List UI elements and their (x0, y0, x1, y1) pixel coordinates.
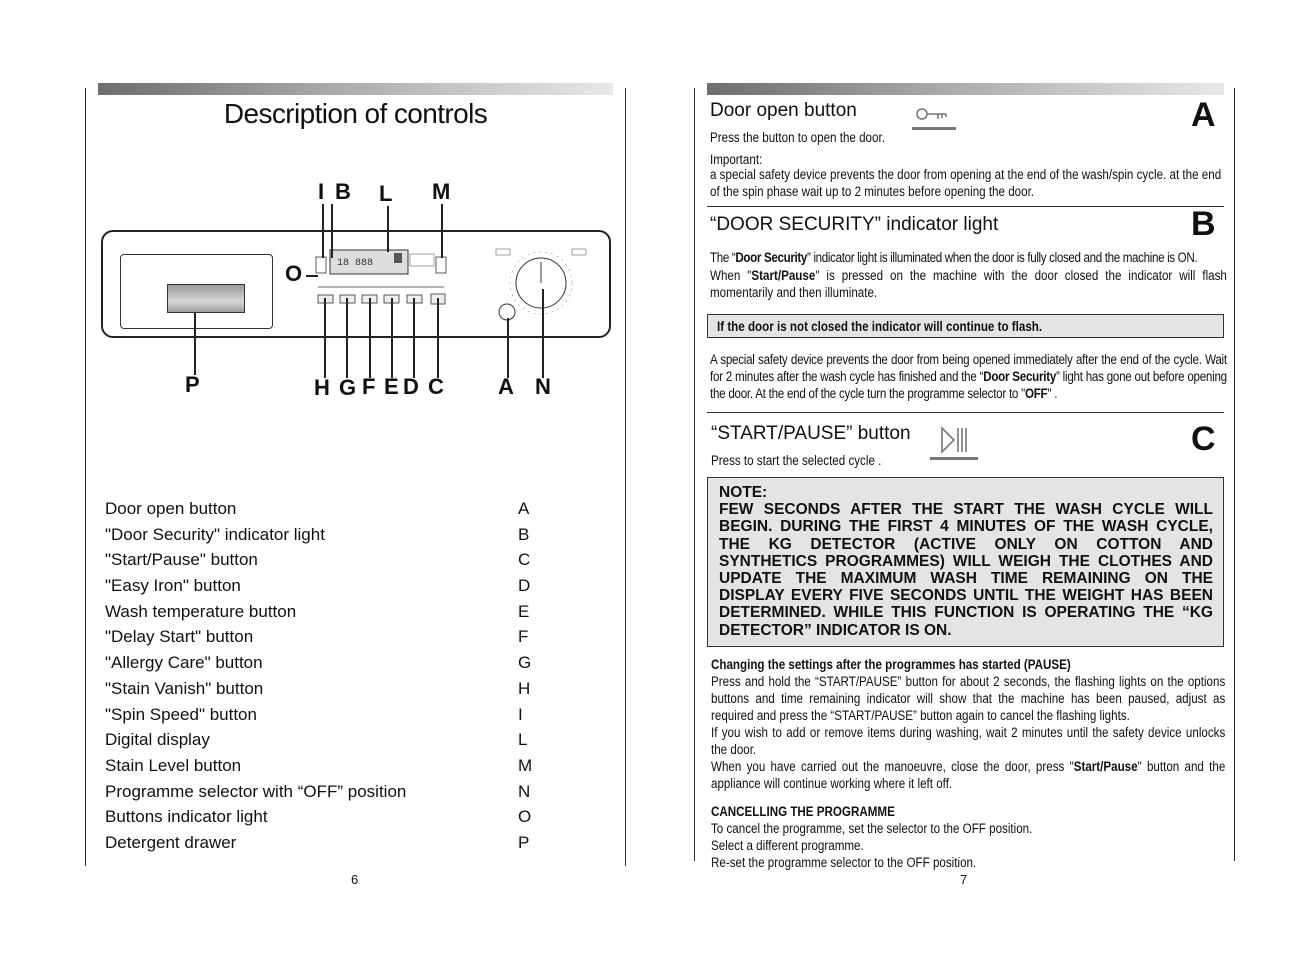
drawer-handle (167, 284, 245, 313)
right-header-bar (707, 83, 1224, 95)
panel-logo-right (572, 249, 586, 255)
control-name: "Allergy Care" button (105, 653, 263, 673)
control-name: Buttons indicator light (105, 807, 268, 827)
section-a-letter: A (1191, 96, 1216, 134)
pause-paragraph-2: If you wish to add or remove items during washing, wait 2 minutes until the safety device unlocks the door. (711, 725, 1226, 757)
text-run: When " (710, 268, 752, 283)
control-letter: B (518, 524, 530, 544)
divider-bc (707, 412, 1224, 413)
list-item (105, 650, 535, 676)
list-item (105, 599, 535, 625)
page-title: Description of controls (223, 98, 488, 129)
control-letter: I (518, 704, 523, 724)
panel-detail (310, 240, 610, 335)
text-run: ” indicator light is illuminated when the door is fully closed and the machine is ON. (807, 250, 1198, 265)
control-letter: P (518, 832, 530, 852)
note-body: FEW SECONDS AFTER THE START THE WASH CYCLE WILL BEGIN. DURING THE FIRST 4 MINUTES OF THE WASH CYCLE, THE KG DETECTOR (ACTIVE ONLY ON COTTON AND SYNTHETICS PROGRAMMES) WILL WEIGH THE CLOTHES AND UPDATE THE MAXIMUM WASH TIME REMAINING ON THE DISPLAY EVERY FIVE SECONDS UNTIL THE WEIGHT HAS BEEN DETERMINED. WHILE THIS FUNCTION IS OPERATING THE “KG DETECTOR” INDICATOR IS ON. (719, 501, 1213, 639)
label-g: G (339, 375, 357, 400)
left-page-left-rule (85, 88, 86, 866)
control-name: Digital display (105, 730, 210, 750)
section-b-heading: “DOOR SECURITY” indicator light (710, 214, 999, 235)
cancel-line-2: Select a different programme. (711, 838, 864, 853)
section-b-paragraph-2 (710, 267, 1227, 301)
label-i: I (318, 179, 325, 204)
text-run: When you have carried out the manoeuvre, close the door, press " (711, 759, 1074, 774)
list-item (105, 522, 535, 548)
section-a-heading: Door open button (710, 100, 857, 121)
section-c-letter: C (1191, 420, 1216, 458)
label-h: H (314, 375, 330, 400)
control-name: "Door Security" indicator light (105, 524, 325, 544)
label-c: C (428, 374, 444, 399)
control-letter: G (518, 653, 532, 673)
leader-o (306, 275, 318, 277)
label-b: B (335, 179, 351, 204)
text-run: " is pressed on the machine with the door closed the indicator will flash momentarily and then illuminate. (710, 268, 1227, 300)
leader-a (507, 318, 509, 378)
control-name: "Stain Vanish" button (105, 678, 264, 698)
cancel-line-3: Re-set the programme selector to the OFF position. (711, 855, 977, 870)
section-a-important: Important: (710, 152, 763, 167)
leader-p (194, 313, 196, 375)
control-letter: H (518, 678, 531, 698)
control-letter: L (518, 730, 528, 750)
pause-section (711, 656, 1225, 792)
control-name: Door open button (105, 499, 237, 518)
cancel-line-1: To cancel the programme, set the selector to the OFF position. (711, 821, 1033, 836)
text-run-bold: Start/Pause (1073, 759, 1138, 774)
display-segment (394, 253, 402, 263)
leader-b (331, 204, 333, 258)
list-item (105, 830, 535, 856)
list-item (105, 727, 535, 753)
panel-logo-left (496, 249, 510, 255)
left-header-bar (98, 83, 613, 95)
text-run: ” light has gone out before opening the door. At the end of the cycle turn the programme selector to " (710, 369, 1227, 401)
controls-list (105, 496, 535, 856)
note-title: NOTE: (719, 484, 768, 501)
text-run: The “ (710, 250, 736, 265)
label-l: L (379, 181, 393, 206)
leader-h (324, 298, 326, 378)
control-letter: C (518, 550, 531, 570)
label-m: M (432, 179, 451, 204)
left-page-right-rule (625, 88, 626, 866)
label-e: E (384, 374, 399, 399)
list-item (105, 676, 535, 702)
door-warning-text: If the door is not closed the indicator will continue to flash. (717, 319, 1043, 334)
leader-n (542, 289, 544, 378)
key-icon (912, 103, 956, 131)
text-run-bold: Start/Pause (751, 268, 816, 283)
control-letter: F (518, 627, 529, 647)
page-number-right: 7 (960, 872, 968, 887)
leader-i (322, 204, 324, 258)
option-button-2 (340, 295, 355, 303)
control-name: "Easy Iron" button (105, 576, 241, 596)
list-item (105, 753, 535, 779)
label-f: F (362, 374, 376, 399)
list-item (105, 624, 535, 650)
label-n: N (535, 374, 551, 399)
option-button-1 (318, 295, 333, 303)
text-run-bold: Door Security (735, 250, 808, 265)
display-digits: 18 888 (337, 258, 374, 269)
section-c-text: Press to start the selected cycle . (711, 453, 882, 468)
pause-paragraph-3 (711, 758, 1225, 792)
spin-speed-button (316, 257, 326, 273)
control-name: Programme selector with “OFF” position (105, 781, 407, 801)
label-p: P (185, 372, 200, 397)
play-pause-icon (930, 424, 978, 462)
section-a-warning: a special safety device prevents the door from opening at the end of the wash/spin cycle. at the end of the spin phase wait up to 2 minutes before opening the door. (710, 167, 1222, 199)
section-b-letter: B (1191, 205, 1216, 243)
cancel-section (711, 803, 1225, 871)
leader-l (387, 206, 389, 252)
section-b-paragraph-3 (710, 351, 1227, 402)
pause-heading: Changing the settings after the programmes has started (PAUSE) (711, 657, 1071, 672)
control-name: Stain Level button (105, 755, 242, 775)
section-c-heading: “START/PAUSE” button (711, 423, 911, 444)
list-item (105, 804, 535, 830)
right-page-right-rule (1234, 88, 1235, 861)
page-number-left: 6 (351, 872, 359, 887)
label-a: A (498, 374, 514, 399)
label-o: O (285, 261, 303, 286)
text-run-bold: OFF (1024, 386, 1048, 401)
label-d: D (403, 374, 419, 399)
text-run: " button and the appliance will continue working where it left off. (711, 759, 1226, 791)
control-letter: O (518, 807, 532, 827)
control-letter: E (518, 601, 530, 621)
list-item (105, 573, 535, 599)
option-button-5 (407, 295, 422, 303)
display-icons (410, 254, 434, 266)
pause-paragraph-1: Press and hold the “START/PAUSE” button for about 2 seconds, the flashing lights on the options buttons and time remaining indicator will show that the machine has been paused, adjust as required and press the “START/PAUSE” button again to cancel the flashing lights. (711, 674, 1226, 723)
leader-e (391, 298, 393, 378)
note-content (719, 484, 1213, 639)
leader-m (441, 204, 443, 258)
text-run-bold: Door Security (983, 369, 1057, 384)
cancel-heading: CANCELLING THE PROGRAMME (711, 804, 895, 819)
list-item (105, 779, 535, 805)
leader-g (346, 298, 348, 378)
control-name: "Delay Start" button (105, 627, 254, 647)
control-name: "Spin Speed" button (105, 704, 257, 724)
leader-d (413, 298, 415, 378)
control-name: "Start/Pause" button (105, 550, 258, 570)
section-a-text: Press the button to open the door. (710, 130, 885, 145)
list-item (105, 496, 535, 522)
control-letter: M (518, 755, 533, 775)
divider-ab (707, 206, 1224, 207)
stain-level-button (436, 257, 446, 273)
right-page-left-rule (694, 88, 695, 861)
control-name: Wash temperature button (105, 601, 297, 621)
control-letter: N (518, 781, 531, 801)
list-item (105, 547, 535, 573)
control-letter: D (518, 576, 531, 596)
control-name: Detergent drawer (105, 832, 237, 852)
section-b-paragraph-1 (710, 249, 1227, 266)
leader-f (369, 298, 371, 378)
text-run: " . (1047, 386, 1058, 401)
list-item (105, 702, 535, 728)
text-run: A special safety device prevents the door from being opened immediately after the end of the cycle. Wait for 2 minutes after the wash cycle has finished and the “ (710, 352, 1227, 384)
leader-c (437, 298, 439, 378)
control-letter: A (518, 499, 530, 518)
